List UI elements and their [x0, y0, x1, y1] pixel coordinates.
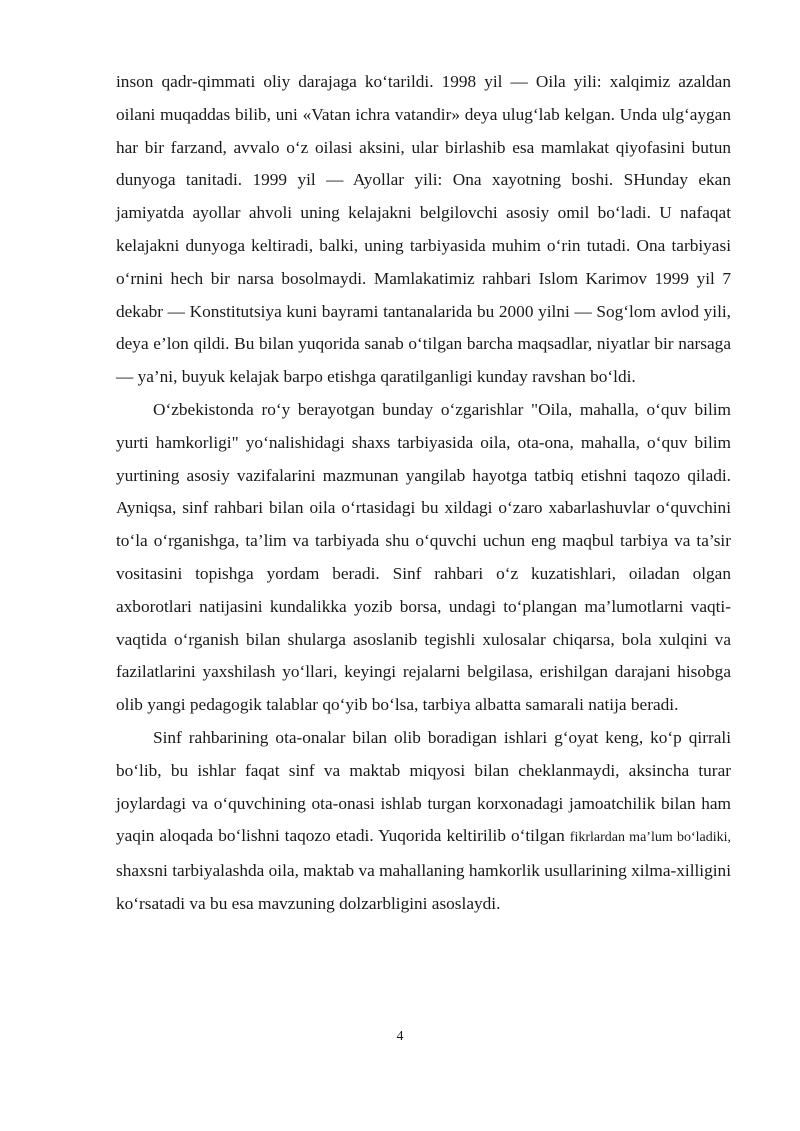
paragraph-2: O‘zbekistonda ro‘y berayotgan bunday o‘zgarishlar "Oila, mahalla, o‘quv bilim yurti hamkorligi" yo‘nalishidagi shaxs tarbiyasida oila, ota-ona, mahalla, o‘quv bilim yurtining asosiy vazifalarini mazmunan yangilab hayotga tatbiq etishni taqozo qiladi. Ayniqsa, sinf rahbari bilan oila o‘rtasidagi bu xildagi o‘zaro xabarlashuvlar o‘quvchini to‘la o‘rganishga, ta’lim va tarbiyada shu o‘quvchi uchun eng maqbul tarbiya va ta’sir vositasini topishga yordam beradi. Sinf rahbari o‘z kuzatishlari, oiladan olgan axborotlari natijasini kundalikka yozib borsa, undagi to‘plangan ma’lumotlarni vaqti-vaqtida o‘rganish bilan shularga asoslanib tegishli xulosalar chiqarsa, bola xulqini va fazilatlarini yaxshilash yo‘llari, keyingi rejalarni belgilasa, erishilgan darajani hisobga olib yangi pedagogik talablar qo‘yib bo‘lsa, tarbiya albatta samarali natija beradi. [116, 399, 731, 715]
paragraph-3-small-text: fikrlardan ma’lum bo‘ladiki, [569, 830, 731, 846]
paragraph-3 [116, 722, 731, 921]
paragraph-3-text-after: shaxsni tarbiyalashda oila, maktab va mahallaning hamkorlik usullarining xilma-xilligini ko‘rsatadi va bu esa mavzuning dolzarbligini asoslaydi. [116, 861, 731, 913]
page-body [116, 66, 731, 921]
paragraph-3-text-before: Sinf rahbarining ota-onalar bilan olib boradigan ishlari g‘oyat keng, ko‘p qirrali bo‘lib, bu ishlar faqat sinf va maktab miqyosi bilan cheklanmaydi, aksincha turar joylardagi va o‘quvchining ota-onasi ishlab turgan korxonadagi jamoatchilik bilan ham yaqin aloqada bo‘lishni taqozo etadi. Yuqorida keltirilib o‘tilgan [116, 727, 731, 846]
page-number: 4 [396, 1029, 404, 1044]
paragraph-1: inson qadr-qimmati oliy darajaga ko‘tarildi. 1998 yil — Oila yili: xalqimiz azaldan oilani muqaddas bilib, uni «Vatan ichra vatandir» deya ulug‘lab kelgan. Unda ulg‘aygan har bir farzand, avvalo o‘z oilasi aksini, ular birlashib esa mamlakat qiyofasini butun dunyoga tanitadi. 1999 yil — Ayollar yili: Ona xayotning boshi. SHunday ekan jamiyatda ayollar ahvoli uning kelajakni belgilovchi asosiy omil bo‘ladi. U nafaqat kelajakni dunyoga keltiradi, balki, uning tarbiyasida muhim o‘rin tutadi. Ona tarbiyasi o‘rnini hech bir narsa bosolmaydi. Mamlakatimiz rahbari Islom Karimov 1999 yil 7 dekabr — Konstitutsiya kuni bayrami tantanalarida bu 2000 yilni — Sog‘lom avlod yili, deya e’lon qildi. Bu bilan yuqorida sanab o‘tilgan barcha maqsadlar, niyatlar bir narsaga — ya’ni, buyuk kelajak barpo etishga qaratilganligi kunday ravshan bo‘ldi. [116, 72, 731, 387]
